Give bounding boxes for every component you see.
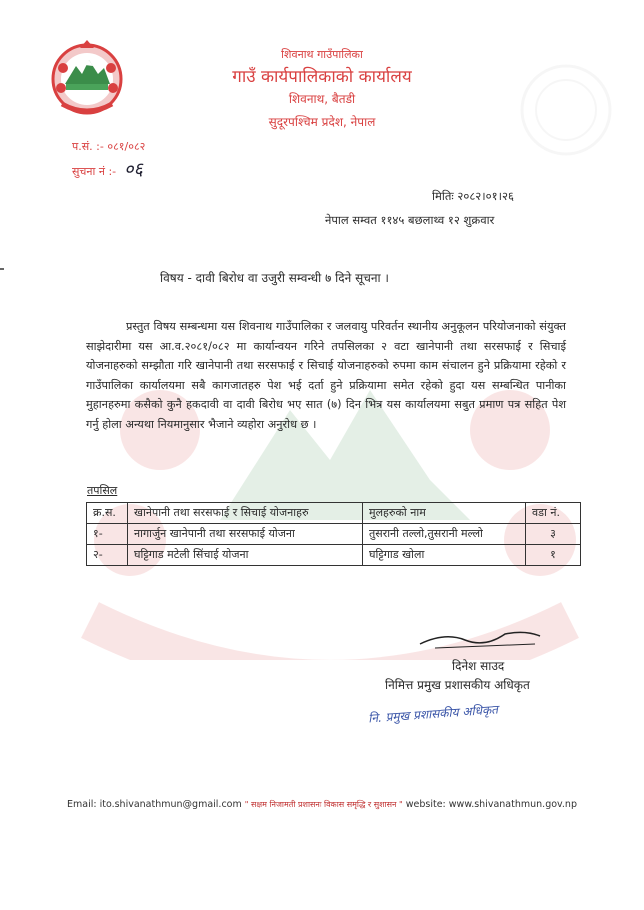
cell-scheme: नागार्जुन खानेपानी तथा सरसफाई योजना [128, 524, 363, 545]
letter-reference [72, 139, 145, 154]
office-location: शिवनाथ, बैतडी [288, 92, 356, 106]
cell-ward: ३ [526, 524, 581, 545]
col-header-scheme: खानेपानी तथा सरसफाई र सिचाई योजनाहरु [128, 503, 363, 524]
ref-label: प.सं. :- [72, 140, 104, 153]
footer [0, 799, 644, 810]
signatory-name: दिनेश साउद [452, 659, 505, 673]
signature-scribble [415, 622, 545, 652]
cell-ward: १ [526, 545, 581, 566]
notice-body: प्रस्तुत विषय सम्बन्धमा यस शिवनाथ गाउँपालिका र जलवायु परिवर्तन स्थानीय अनुकूलन परियोजनाको संयुक्त साझेदारीमा यस आ.व.२०८१/०८२ मा कार्यान्वयन गरिने तपसिलका २ वटा खानेपानी तथा सरसफाई र सिचाई योजनाहरुको सम्झौता गरि खानेपानी तथा सरसफाई र सिचाई योजनाहरुको रुपमा काम संचालन हुने प्रक्रियामा रहेको र गाउँपालिका कार्यालयमा सबै कागजातहरु पेश भई दर्ता हुने प्रक्रियामा समेत रहेको हुदा यस सम्बन्धित पानीका मुहानहरुमा कसैको कुनै हकदावी वा दावी बिरोध भए सात (७) दिन भित्र यस कार्यालयमा सबुत प्रमाण पत्र सहित पेश गर्नु होला अन्यथा नियमानुसार भैजाने व्यहोरा अनुरोध छ । [86, 320, 566, 431]
footer-website: website: www.shivanathmun.gov.np [405, 799, 577, 810]
cell-sn: २- [87, 545, 128, 566]
col-header-sn: क्र.स. [87, 503, 128, 524]
table-caption: तपसिल [87, 484, 118, 497]
table-row [87, 524, 581, 545]
official-stamp: नि. प्रमुख प्रशासकीय अधिकृत [367, 702, 499, 726]
table-header-row [87, 503, 581, 524]
ref-value: ०८१/०८२ [107, 140, 146, 153]
cell-sn: १- [87, 524, 128, 545]
notice-value: ०६ [124, 159, 143, 180]
date-line: मितिः २०८२।०१।२६ [432, 189, 514, 203]
notice-number [72, 157, 143, 181]
municipality-name: शिवनाथ गाउँपालिका [281, 48, 363, 61]
office-title: गाउँ कार्यपालिकाको कार्यालय [232, 67, 412, 87]
schemes-table [86, 502, 581, 566]
cell-source: तुसरानी तल्लो,तुसरानी मल्लो [363, 524, 526, 545]
notice-label: सुचना नं :- [72, 165, 117, 178]
col-header-ward: वडा नं. [526, 503, 581, 524]
subject-line: विषय - दावी बिरोध वा उजुरी सम्वन्धी ७ दिने सूचना । [160, 271, 389, 285]
cell-scheme: घट्टिगाड मटेली सिंचाई योजना [128, 545, 363, 566]
footer-email: Email: ito.shivanathmun@gmail.com [67, 799, 242, 810]
footer-slogan: " सक्षम निजामती प्रशासनः विकास समृद्धि र सुशासन " [244, 800, 403, 809]
office-province: सुदूरपश्चिम प्रदेश, नेपाल [268, 115, 376, 129]
cell-source: घट्टिगाड खोला [363, 545, 526, 566]
col-header-source: मुलहरुको नाम [363, 503, 526, 524]
table-row [87, 545, 581, 566]
nepal-sambat-date: नेपाल सम्वत ११४५ बछलाथ्व १२ शुक्रवार [325, 213, 495, 227]
signatory-title: निमित्त प्रमुख प्रशासकीय अधिकृत [385, 678, 530, 692]
margin-mark [0, 268, 4, 270]
